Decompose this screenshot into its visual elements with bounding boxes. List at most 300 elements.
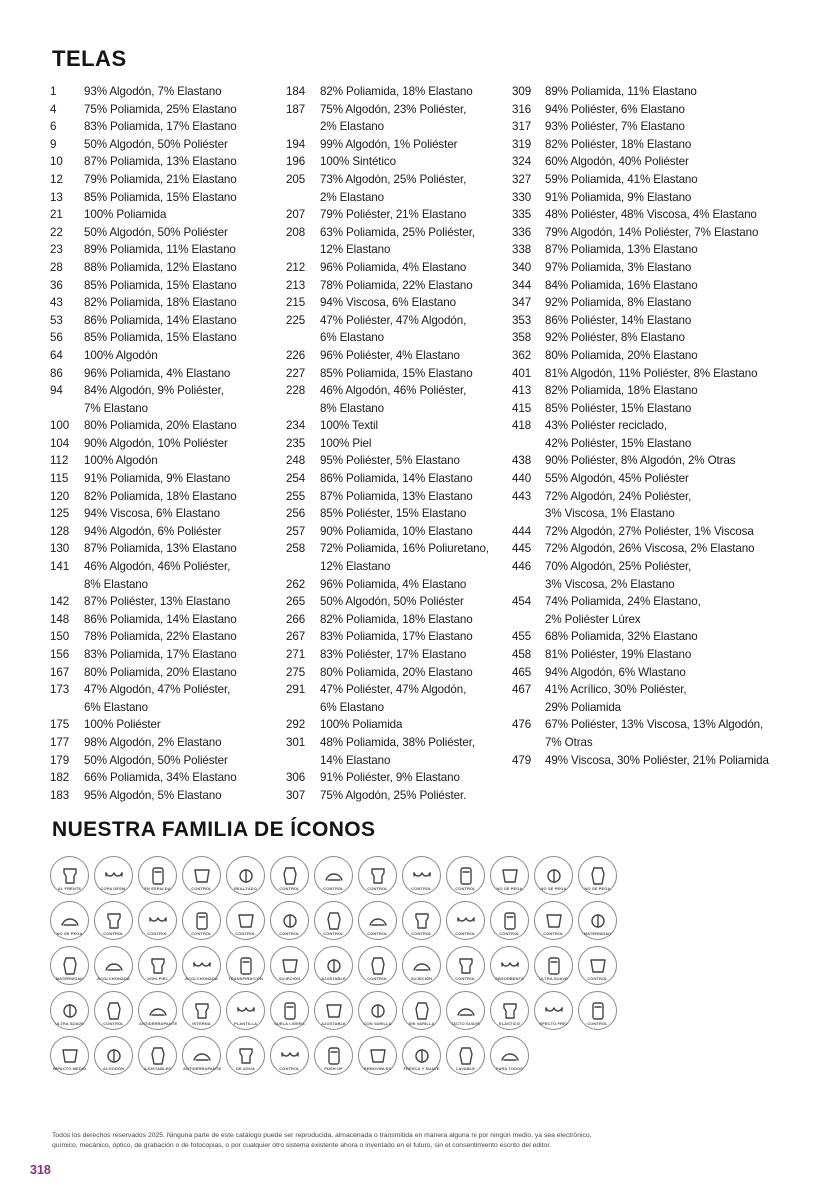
maternity-icon — [578, 901, 617, 940]
fabric-entry — [512, 241, 802, 259]
icon-caption: ANTIDERRAPANTE — [183, 1066, 222, 1071]
fabric-entry — [50, 347, 286, 365]
tank-icon — [402, 856, 441, 895]
fabric-composition: 100% Poliéster — [84, 718, 161, 732]
fabric-composition: 82% Poliéster, 18% Elastano — [545, 137, 692, 151]
icon-caption: INTERNA — [192, 1021, 211, 1026]
icon-caption: CONTROL — [411, 931, 432, 936]
fabric-composition: 12% Elastano — [320, 560, 391, 574]
fabric-composition: 100% Sintético — [320, 155, 396, 169]
fabric-entry — [286, 400, 512, 418]
fabric-composition: 100% Algodón — [84, 348, 158, 362]
fabric-composition: 82% Poliamida, 18% Elastano — [545, 384, 698, 398]
fabric-composition: 79% Poliamida, 21% Elastano — [84, 172, 237, 186]
fresh-icon — [402, 1036, 441, 1075]
fabric-composition: 96% Poliéster, 4% Elastano — [320, 348, 460, 362]
fabric-composition: 67% Poliéster, 13% Viscosa, 13% Algodón, — [545, 718, 764, 732]
fabric-composition: 82% Poliamida, 18% Elastano — [84, 489, 237, 503]
fabric-code: 344 — [512, 278, 532, 292]
fabric-entry — [50, 400, 286, 418]
fabric-entry — [512, 171, 802, 189]
fabric-code — [512, 611, 545, 629]
fabric-composition: 94% Algodón, 6% Wlastano — [545, 665, 686, 679]
icon-caption: CONTROL — [191, 931, 212, 936]
icon-caption: CONTROL — [367, 976, 388, 981]
fabric-entry — [286, 558, 512, 576]
fabric-composition: 78% Poliamida, 22% Elastano — [84, 630, 237, 644]
fabric-entry — [286, 83, 512, 101]
fabric-composition: 83% Poliamida, 17% Elastano — [84, 120, 237, 134]
icon-row — [50, 946, 785, 985]
brief-control-icon — [358, 856, 397, 895]
fabric-column-2 — [286, 83, 512, 804]
icon-caption: NO SE PEGA — [540, 886, 567, 891]
fabric-code: 142 — [50, 595, 70, 609]
fabric-composition: 47% Algodón, 47% Poliéster, — [84, 683, 231, 697]
fabric-code: 12 — [50, 172, 63, 186]
fabric-composition: 12% Elastano — [320, 243, 391, 257]
icon-caption: CONTROL — [367, 931, 388, 936]
fabric-composition: 29% Poliamida — [545, 700, 622, 714]
fabric-code: 255 — [286, 489, 306, 503]
fabric-composition: 85% Poliéster, 15% Elastano — [320, 507, 467, 521]
fabric-entry — [286, 752, 512, 770]
icon-caption: PARA TODOS — [495, 1066, 524, 1071]
fabric-entry — [512, 523, 802, 541]
fabric-entry — [286, 153, 512, 171]
fabric-code: 130 — [50, 542, 70, 556]
fabric-entry — [512, 452, 802, 470]
fabric-entry — [286, 452, 512, 470]
fabric-code: 256 — [286, 507, 306, 521]
fabric-entry — [286, 576, 512, 594]
fabric-entry — [512, 435, 802, 453]
fabric-code: 4 — [50, 102, 57, 116]
icon-caption: ELÁSTICO — [498, 1021, 521, 1026]
fabric-entry — [512, 118, 802, 136]
fabric-composition: 96% Poliamida, 4% Elastano — [84, 366, 231, 380]
fabric-composition: 70% Algodón, 25% Poliéster, — [545, 560, 692, 574]
fabric-entry — [512, 752, 802, 770]
fabric-entry — [286, 646, 512, 664]
fabric-code: 43 — [50, 296, 63, 310]
fabric-entry — [50, 505, 286, 523]
fabric-entry — [286, 171, 512, 189]
fabric-composition: 2% Elastano — [320, 190, 384, 204]
fabric-code: 226 — [286, 348, 306, 362]
fabric-entry — [50, 206, 286, 224]
fabric-code — [50, 576, 84, 594]
fabric-code: 207 — [286, 208, 306, 222]
fabric-code: 271 — [286, 648, 306, 661]
fabric-composition: 97% Poliamida, 3% Elastano — [545, 260, 692, 274]
fabric-entry — [512, 294, 802, 312]
icon-caption: CONTROL — [103, 931, 124, 936]
fabric-code: 167 — [50, 665, 70, 679]
fabric-code: 182 — [50, 771, 70, 785]
fabric-code: 225 — [286, 313, 306, 327]
fabric-composition: 7% Otras — [545, 735, 593, 749]
fabric-code: 418 — [512, 419, 532, 433]
fabric-composition: 86% Poliéster, 14% Elastano — [545, 313, 692, 327]
fabric-composition: 100% Algodón — [84, 454, 158, 468]
fabric-code: 440 — [512, 472, 532, 486]
icon-caption: MATERNIDAD — [583, 931, 612, 936]
fabric-composition: 14% Elastano — [320, 753, 391, 767]
insole-icon — [226, 991, 265, 1030]
fabric-code: 112 — [50, 454, 69, 468]
fabric-code: 465 — [512, 665, 532, 679]
bralette-icon — [314, 1036, 353, 1075]
fabric-code — [50, 400, 84, 418]
fabric-entry — [50, 417, 286, 435]
fabric-composition: 59% Poliamida, 41% Elastano — [545, 172, 698, 186]
fabric-composition: 83% Poliéster, 17% Elastano — [320, 648, 467, 661]
fabric-entry — [50, 365, 286, 383]
fabric-composition: 8% Elastano — [320, 401, 384, 415]
fabric-entry — [286, 136, 512, 154]
icon-row — [50, 856, 785, 895]
fabric-composition: 92% Poliamida, 8% Elastano — [545, 296, 692, 310]
fabric-entry — [286, 505, 512, 523]
fabric-composition: 87% Poliamida, 13% Elastano — [320, 489, 473, 503]
fabric-code: 248 — [286, 454, 306, 468]
fabric-composition: 87% Poliamida, 13% Elastano — [84, 155, 237, 169]
fabric-code: 265 — [286, 595, 306, 609]
fabric-composition: 90% Poliéster, 8% Algodón, 2% Otras — [545, 454, 736, 468]
fabric-entry — [50, 558, 286, 576]
fabric-entry — [512, 646, 802, 664]
fabric-entry — [512, 699, 802, 717]
fabric-composition: 85% Poliéster, 15% Elastano — [545, 401, 692, 415]
fabric-entry — [286, 312, 512, 330]
fabric-code: 444 — [512, 524, 532, 538]
fabric-code: 335 — [512, 208, 532, 222]
fabric-composition: 8% Elastano — [84, 577, 148, 591]
fabric-entry — [512, 576, 802, 594]
fabric-entry — [512, 224, 802, 242]
icon-caption: TACTO SUAVE — [450, 1021, 481, 1026]
breathable-icon — [226, 946, 265, 985]
icon-caption: ULTRA SUAVE — [55, 1021, 84, 1026]
fabric-composition: 100% Poliamida — [320, 718, 403, 732]
girdle-icon — [94, 991, 133, 1030]
fabric-code: 6 — [50, 120, 57, 134]
fabric-code: 401 — [512, 366, 532, 380]
icon-caption: CONTROL — [587, 976, 608, 981]
icon-caption: LAVABLE — [456, 1066, 475, 1071]
page-number: 318 — [30, 1163, 51, 1177]
fabric-code: 228 — [286, 384, 306, 398]
fabric-code: 358 — [512, 331, 532, 345]
fabric-code: 316 — [512, 102, 532, 116]
fabric-code: 309 — [512, 85, 532, 98]
fabric-column-3 — [512, 83, 802, 769]
fabric-composition: 6% Elastano — [320, 331, 384, 345]
fabric-composition: 95% Poliéster, 5% Elastano — [320, 454, 460, 468]
fabric-code: 56 — [50, 331, 63, 345]
fabric-entry — [512, 206, 802, 224]
fabric-composition: 68% Poliamida, 32% Elastano — [545, 630, 698, 644]
fabric-code: 327 — [512, 172, 532, 186]
fabric-code — [512, 734, 545, 752]
waist-icon — [270, 901, 309, 940]
no-bra-icon — [94, 856, 133, 895]
fabric-code: 13 — [50, 190, 63, 204]
fabric-composition: 7% Elastano — [84, 401, 148, 415]
fabric-code: 208 — [286, 225, 306, 239]
icon-caption: 100% PIEL — [146, 976, 169, 981]
fabric-entry — [512, 681, 802, 699]
fabric-code — [512, 699, 545, 717]
bra-reduce-icon — [50, 856, 89, 895]
icon-caption: ANTIDERRAPANTE — [139, 1021, 178, 1026]
maternity-belly-icon — [50, 946, 89, 985]
icon-caption: ACOLCHONADA — [97, 976, 130, 981]
leather-icon — [138, 946, 177, 985]
fabric-composition: 6% Elastano — [84, 700, 148, 714]
fabric-entry — [286, 224, 512, 242]
sole-icon — [270, 991, 309, 1030]
fabric-entry — [286, 118, 512, 136]
fabric-code: 194 — [286, 137, 306, 151]
thermal-icon — [534, 991, 573, 1030]
fabric-code: 306 — [286, 771, 306, 785]
fabric-composition: 80% Poliamida, 20% Elastano — [320, 665, 473, 679]
fabric-composition: 94% Algodón, 6% Poliéster — [84, 524, 222, 538]
icon-caption: PUSH UP — [324, 1066, 343, 1071]
fabric-code: 353 — [512, 313, 532, 327]
fabric-composition: 83% Poliamida, 17% Elastano — [320, 630, 473, 644]
fabric-code — [286, 118, 320, 136]
fabric-code: 413 — [512, 384, 532, 398]
fabric-entry — [50, 611, 286, 629]
fabric-composition: 94% Viscosa, 6% Elastano — [320, 296, 456, 310]
icon-caption: PLANTILLA — [233, 1021, 258, 1026]
fabric-composition: 81% Poliéster, 19% Elastano — [545, 648, 692, 661]
top-icon — [534, 901, 573, 940]
fabric-composition: 72% Poliamida, 16% Poliuretano, — [320, 542, 489, 556]
fabric-code: 338 — [512, 243, 532, 257]
fabric-composition: 89% Poliamida, 11% Elastano — [84, 243, 236, 257]
fabric-entry — [50, 699, 286, 717]
fabric-code: 307 — [286, 788, 306, 802]
fabric-composition: 80% Poliamida, 20% Elastano — [545, 348, 698, 362]
fabric-entry — [286, 259, 512, 277]
icon-caption: CONTROL — [147, 931, 168, 936]
fabric-code — [286, 699, 320, 717]
icon-caption: SUJECIÓN — [278, 976, 301, 981]
fabric-entry — [50, 329, 286, 347]
fabric-code: 23 — [50, 243, 63, 257]
fabric-entry — [50, 153, 286, 171]
fabric-code: 213 — [286, 278, 306, 292]
icon-caption: SIN VARILLA — [408, 1021, 435, 1026]
icon-caption: AL FRENTE — [57, 886, 82, 891]
fabric-code: 100 — [50, 419, 70, 433]
fabric-composition: 85% Poliamida, 15% Elastano — [84, 190, 237, 204]
fabric-code: 336 — [512, 225, 532, 239]
fabric-entry — [50, 664, 286, 682]
fabric-entry — [512, 329, 802, 347]
no-seam-short-icon — [578, 856, 617, 895]
soft-fabric-icon — [534, 946, 573, 985]
fabric-composition: 48% Poliamida, 38% Poliéster, — [320, 735, 475, 749]
fabric-entry — [50, 540, 286, 558]
fabric-composition: 87% Poliéster, 13% Elastano — [84, 595, 231, 609]
fabric-composition: 63% Poliamida, 25% Poliéster, — [320, 225, 475, 239]
icon-caption: CON VARILLA — [363, 1021, 392, 1026]
soft-touch-icon — [446, 991, 485, 1030]
icon-caption: ACOLCHONADA — [185, 976, 218, 981]
fabric-code: 156 — [50, 648, 70, 661]
fabric-entry — [50, 488, 286, 506]
fabric-code: 53 — [50, 313, 63, 327]
removable-pad-icon — [358, 1036, 397, 1075]
fabric-code: 467 — [512, 683, 532, 697]
fabric-code: 94 — [50, 384, 63, 398]
icon-caption: COPA DESM. — [100, 886, 127, 891]
fabric-composition: 89% Poliamida, 11% Elastano — [545, 85, 697, 98]
fabric-composition: 93% Poliéster, 7% Elastano — [545, 120, 685, 134]
icon-caption: MATERNIDAD — [55, 976, 84, 981]
fabric-composition: 50% Algodón, 50% Poliéster — [84, 753, 228, 767]
fabric-composition: 100% Poliamida — [84, 208, 167, 222]
fabric-entry — [286, 241, 512, 259]
fabric-entry — [50, 734, 286, 752]
fabric-entry — [512, 101, 802, 119]
no-seam-top-icon — [490, 856, 529, 895]
back-icon — [490, 901, 529, 940]
fabric-composition: 43% Poliéster reciclado, — [545, 419, 667, 433]
icon-row — [50, 901, 785, 940]
fabric-code: 301 — [286, 735, 306, 749]
fabric-code: 258 — [286, 542, 306, 556]
fabric-code: 257 — [286, 524, 306, 538]
fabric-code: 1 — [50, 85, 57, 98]
icon-caption: ALGODÓN — [102, 1066, 125, 1071]
fabric-composition: 100% Piel — [320, 436, 372, 450]
fabric-composition: 6% Elastano — [320, 700, 384, 714]
icon-caption: EN ESPALDA — [144, 886, 171, 891]
fabric-entry — [50, 716, 286, 734]
fabric-code: 148 — [50, 612, 70, 626]
fabric-composition: 98% Algodón, 2% Elastano — [84, 735, 222, 749]
fabric-code: 443 — [512, 489, 532, 503]
fabric-entry — [512, 505, 802, 523]
icon-caption: NO SE PEGA — [56, 931, 83, 936]
fabric-code: 330 — [512, 190, 532, 204]
fabric-composition: 75% Algodón, 23% Poliéster, — [320, 102, 467, 116]
fabric-code: 292 — [286, 718, 306, 732]
fabric-entry — [286, 101, 512, 119]
fabric-code: 141 — [50, 560, 70, 574]
fabric-code: 183 — [50, 788, 70, 802]
fabric-composition: 72% Algodón, 26% Viscosa, 2% Elastano — [545, 542, 755, 556]
stretch-icon — [490, 991, 529, 1030]
fabric-entry — [50, 259, 286, 277]
shirt-icon — [138, 901, 177, 940]
icon-caption: AJUSTABLES — [143, 1066, 172, 1071]
fabric-composition: 83% Poliamida, 17% Elastano — [84, 648, 237, 661]
fabric-entry — [50, 681, 286, 699]
icon-caption: CONTROL — [323, 886, 344, 891]
fabric-entry — [286, 417, 512, 435]
fabric-composition: 73% Algodón, 25% Poliéster, — [320, 172, 467, 186]
fabric-entry — [286, 611, 512, 629]
fabric-composition: 2% Poliéster Lúrex — [545, 612, 641, 626]
fabric-composition: 91% Poliamida, 9% Elastano — [545, 190, 692, 204]
toe-icon — [94, 1036, 133, 1075]
fabric-entry — [50, 452, 286, 470]
fabric-entry — [50, 523, 286, 541]
icon-caption: IMPACTO MEDIO — [52, 1066, 87, 1071]
washable-icon — [446, 1036, 485, 1075]
fabric-entry — [286, 435, 512, 453]
fabric-entry — [512, 540, 802, 558]
fabric-code: 10 — [50, 155, 63, 169]
fabric-composition: 82% Poliamida, 18% Elastano — [320, 612, 473, 626]
icon-caption: ABSORBENTE — [494, 976, 524, 981]
fabric-composition: 75% Algodón, 25% Poliéster. — [320, 788, 467, 802]
fabric-composition: 95% Algodón, 5% Elastano — [84, 788, 222, 802]
fabric-code: 177 — [50, 735, 70, 749]
fabric-code: 266 — [286, 612, 306, 626]
fabric-code: 438 — [512, 454, 532, 468]
no-seam-brief-icon — [50, 901, 89, 940]
fabric-entry — [286, 277, 512, 295]
belly-control-icon — [314, 856, 353, 895]
icon-caption: CONTROL — [455, 976, 476, 981]
fabric-entry — [50, 628, 286, 646]
fabric-entry — [512, 611, 802, 629]
fabric-composition: 80% Poliamida, 20% Elastano — [84, 665, 237, 679]
fabric-code — [50, 699, 84, 717]
fabric-code: 235 — [286, 436, 306, 450]
icon-caption: TRANSPIRACIÓN — [228, 976, 263, 981]
icon-caption: ULTRA SUAVE — [539, 976, 568, 981]
fabric-composition: 86% Poliamida, 14% Elastano — [320, 472, 473, 486]
fabric-code: 262 — [286, 577, 306, 591]
fabric-composition: 87% Poliamida, 13% Elastano — [84, 542, 237, 556]
fabric-entry — [50, 83, 286, 101]
icon-caption: CONTROL — [411, 886, 432, 891]
super-padded-icon — [182, 946, 221, 985]
fabric-composition: 84% Poliamida, 16% Elastano — [545, 278, 698, 292]
fabric-code: 340 — [512, 260, 532, 274]
icon-caption: DE AGUA — [236, 1066, 255, 1071]
fabric-code: 454 — [512, 595, 532, 609]
fabric-entry — [50, 646, 286, 664]
fabric-composition: 74% Poliamida, 24% Elastano, — [545, 595, 701, 609]
fabric-composition: 85% Poliamida, 15% Elastano — [320, 366, 473, 380]
fabric-code: 22 — [50, 225, 63, 239]
fabric-composition: 79% Algodón, 14% Poliéster, 7% Elastano — [545, 225, 759, 239]
fabric-composition: 88% Poliamida, 12% Elastano — [84, 260, 237, 274]
fabric-composition: 87% Poliamida, 13% Elastano — [545, 243, 698, 257]
copyright-line-2: químico, mecánico, óptico, de grabación o de fotocopias, o por cualquier otro sistema existente ahora o inventado en el futuro, sin el consentimiento escrito del editor. — [52, 1142, 552, 1149]
fabric-entry — [50, 136, 286, 154]
fabric-entry — [286, 382, 512, 400]
fabric-entry — [512, 312, 802, 330]
fabric-code: 120 — [50, 489, 70, 503]
icon-caption: SUJECIÓN — [410, 976, 433, 981]
fabric-code: 173 — [50, 683, 70, 697]
fabric-composition: 46% Algodón, 46% Poliéster, — [84, 560, 231, 574]
fabric-entry — [50, 277, 286, 295]
fabric-entry — [286, 593, 512, 611]
fabric-entry — [512, 593, 802, 611]
